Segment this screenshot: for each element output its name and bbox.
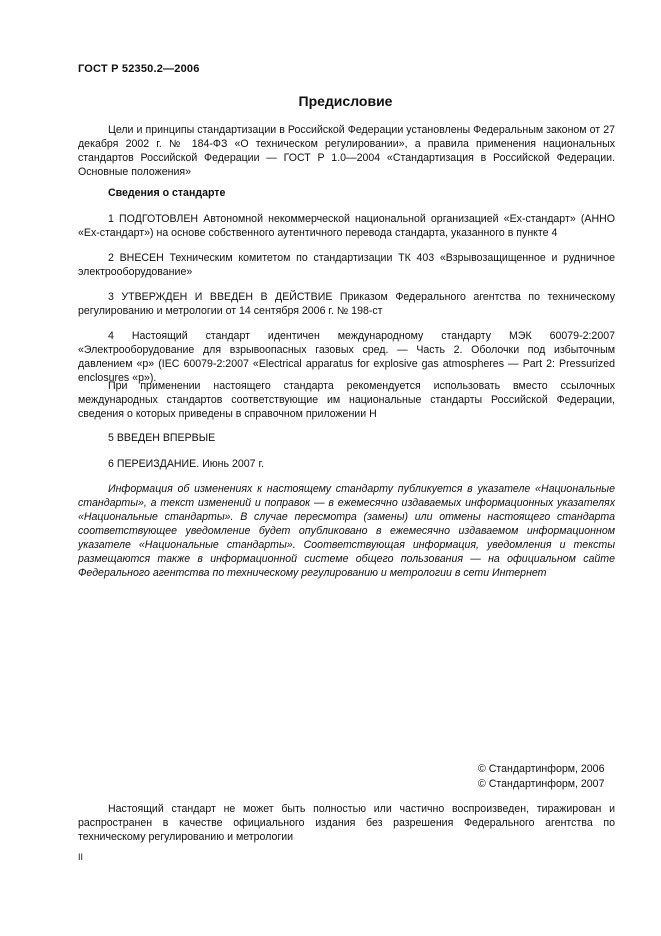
item-3-approved: 3 УТВЕРЖДЕН И ВВЕДЕН В ДЕЙСТВИЕ Приказом Федерального агентства по техническому регулированию и метрологии от 14 сентября 2006 г. № 198-ст [78, 291, 615, 317]
reproduction-notice: Настоящий стандарт не может быть полностью или частично воспроизведен, тиражирован и распространен в качестве официального издания без разрешения Федерального агентства по техническому регулированию и метрологии [78, 803, 615, 843]
intro-paragraph: Цели и принципы стандартизации в Российской Федерации установлены Федеральным законом от 27 декабря 2002 г. № 184-ФЗ «О техническом регулировании», а правила применения национальных стандартов Российской Федерации — ГОСТ Р 1.0—2004 «Стандартизация в Российской Федерации. Основные положения» [78, 124, 615, 178]
copyright-2007: © Стандартинформ, 2007 [478, 778, 605, 790]
item-4-application-note: При применении настоящего стандарта рекомендуется использовать вместо ссылочных международных стандартов соответствующие им национальные стандарты Российской Федерации, сведения о которых приведены в справочном приложении Н [78, 380, 615, 420]
item-1-prepared: 1 ПОДГОТОВЛЕН Автономной некоммерческой национальной организацией «Ех-стандарт» (АННО «Ех-стандарт») на основе собственного аутентичного перевода стандарта, указанного в пункте 4 [78, 213, 615, 239]
item-5-introduced: 5 ВВЕДЕН ВПЕРВЫЕ [108, 432, 216, 444]
document-id-header: ГОСТ Р 52350.2—2006 [78, 63, 200, 75]
item-2-submitted: 2 ВНЕСЕН Техническим комитетом по стандартизации ТК 403 «Взрывозащищенное и рудничное электрооборудование» [78, 252, 615, 278]
item-6-reissue: 6 ПЕРЕИЗДАНИЕ. Июнь 2007 г. [108, 458, 265, 470]
page-title: Предисловие [298, 93, 393, 109]
changes-notice: Информация об изменениях к настоящему стандарту публикуется в указателе «Национальные стандарты», а текст изменений и поправок — в ежемесячно издаваемых информационных указателях «Национальные стандарты». В случае пересмотра (замены) или отмены настоящего стандарта соответствующее уведомление будет опубликовано в ежемесячно издаваемом информационном указателе «Национальные стандарты». Соответствующая информация, уведомления и тексты размещаются также в информационной системе общего пользования — на официальном сайте Федерального агентства по техническому регулированию и метрологии в сети Интернет [78, 483, 615, 579]
info-heading: Сведения о стандарте [108, 187, 226, 199]
page-number: II [78, 852, 84, 862]
copyright-2006: © Стандартинформ, 2006 [478, 763, 605, 775]
item-4-identical: 4 Настоящий стандарт идентичен международному стандарту МЭК 60079-2:2007 «Электрооборудование для взрывоопасных газовых сред. — Часть 2. Оболочки под избыточным давлением «р» (IEC 60079-2:2007 «Electrical apparatus for explosive gas atmospheres — Part 2: Pressurized enclosures «р»). [78, 330, 615, 384]
